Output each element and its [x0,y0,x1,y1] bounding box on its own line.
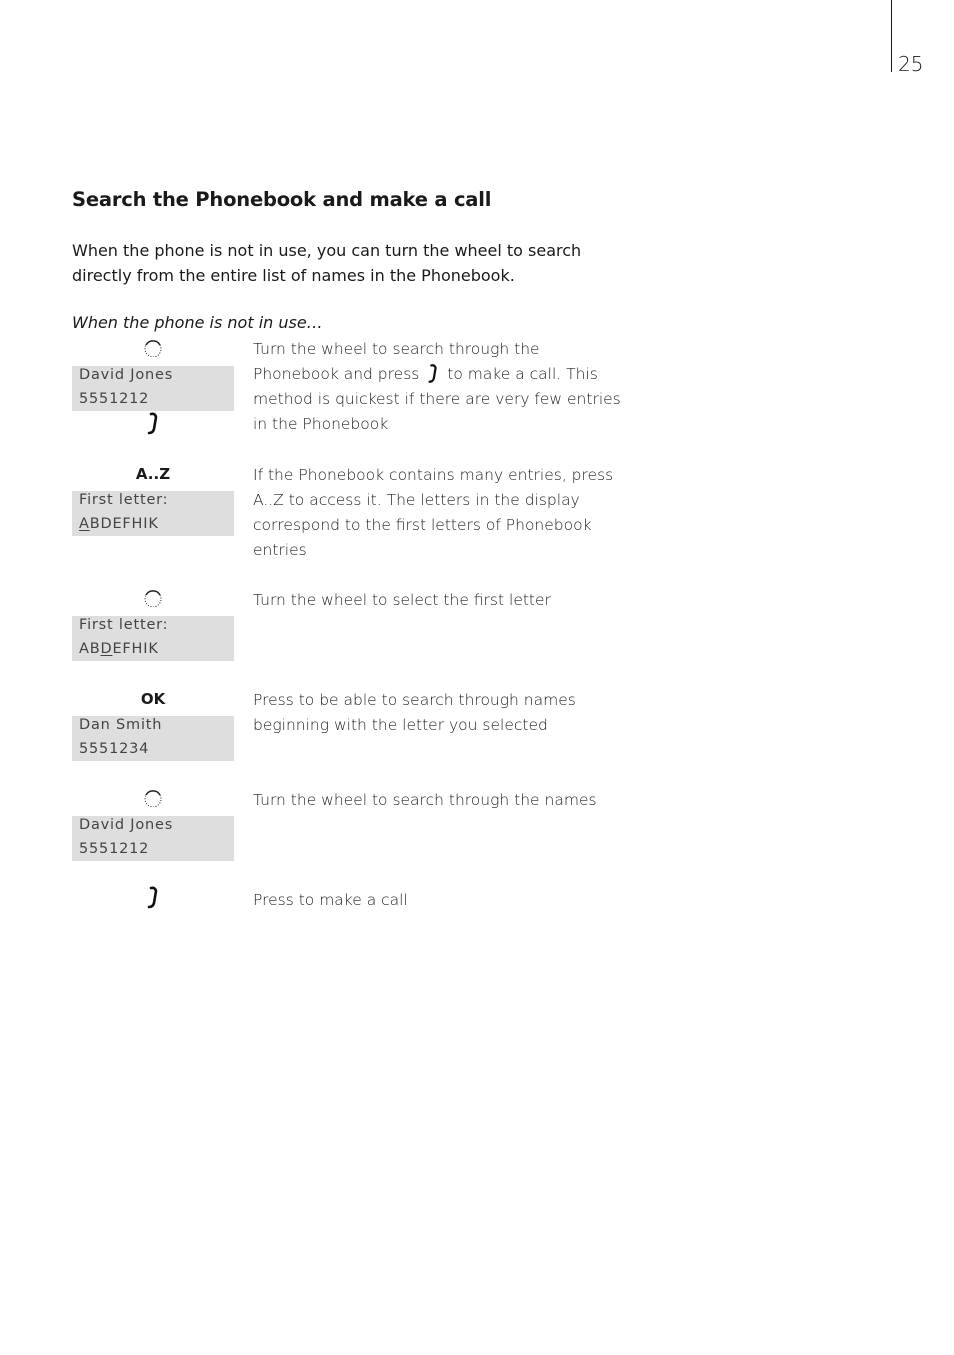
display-line-2: 5551212 [79,841,150,857]
display-screen [72,366,234,411]
subheading: When the phone is not in use… [72,313,323,332]
page-rule [891,0,892,72]
step-description: Press to make a call [253,891,408,909]
wheel-icon [143,337,163,357]
description-text: Turn the wheel to search through the Phonebook and press [253,340,540,383]
display-line-1: Dan Smith [79,717,163,733]
handset-icon [146,412,160,436]
display-line-2: 5551234 [79,741,150,757]
handset-icon [146,886,160,910]
display-line-2 [79,641,159,657]
selected-letter: A [79,516,90,532]
page-number: 25 [898,52,924,76]
display-screen [72,491,234,536]
key-label: A..Z [135,465,171,483]
step-description: If the Phonebook contains many entries, press A..Z to access it. The letters in the display correspond to the first letters of Phonebook entries [253,466,614,559]
intro-paragraph: When the phone is not in use, you can turn the wheel to search directly from the entire list of names in the Phonebook. [72,241,582,285]
step-description [253,337,623,437]
display-line-1: First letter: [79,617,169,633]
step-description: Press to be able to search through names beginning with the letter you selected [253,691,576,734]
step-description: Turn the wheel to search through the names [253,791,597,809]
step-description: Turn the wheel to select the first letter [253,591,551,609]
description-text: to make a call. This method is quickest if there are very few entries in the Phonebook [253,365,621,433]
letter-list: EFHIK [112,641,159,657]
display-screen [72,616,234,661]
display-line-1: David Jones [79,367,174,383]
page-title: Search the Phonebook and make a call [72,188,492,211]
selected-letter: D [100,641,113,657]
wheel-icon [143,587,163,607]
display-screen [72,716,234,761]
letter-list: BDEFHIK [89,516,159,532]
display-line-2: 5551212 [79,391,150,407]
handset-icon [427,363,439,385]
display-line-2 [79,516,159,532]
display-line-1: David Jones [79,817,174,833]
wheel-icon [143,787,163,807]
display-line-1: First letter: [79,492,169,508]
key-label: OK [140,690,166,708]
display-screen [72,816,234,861]
letter-list: AB [79,641,101,657]
